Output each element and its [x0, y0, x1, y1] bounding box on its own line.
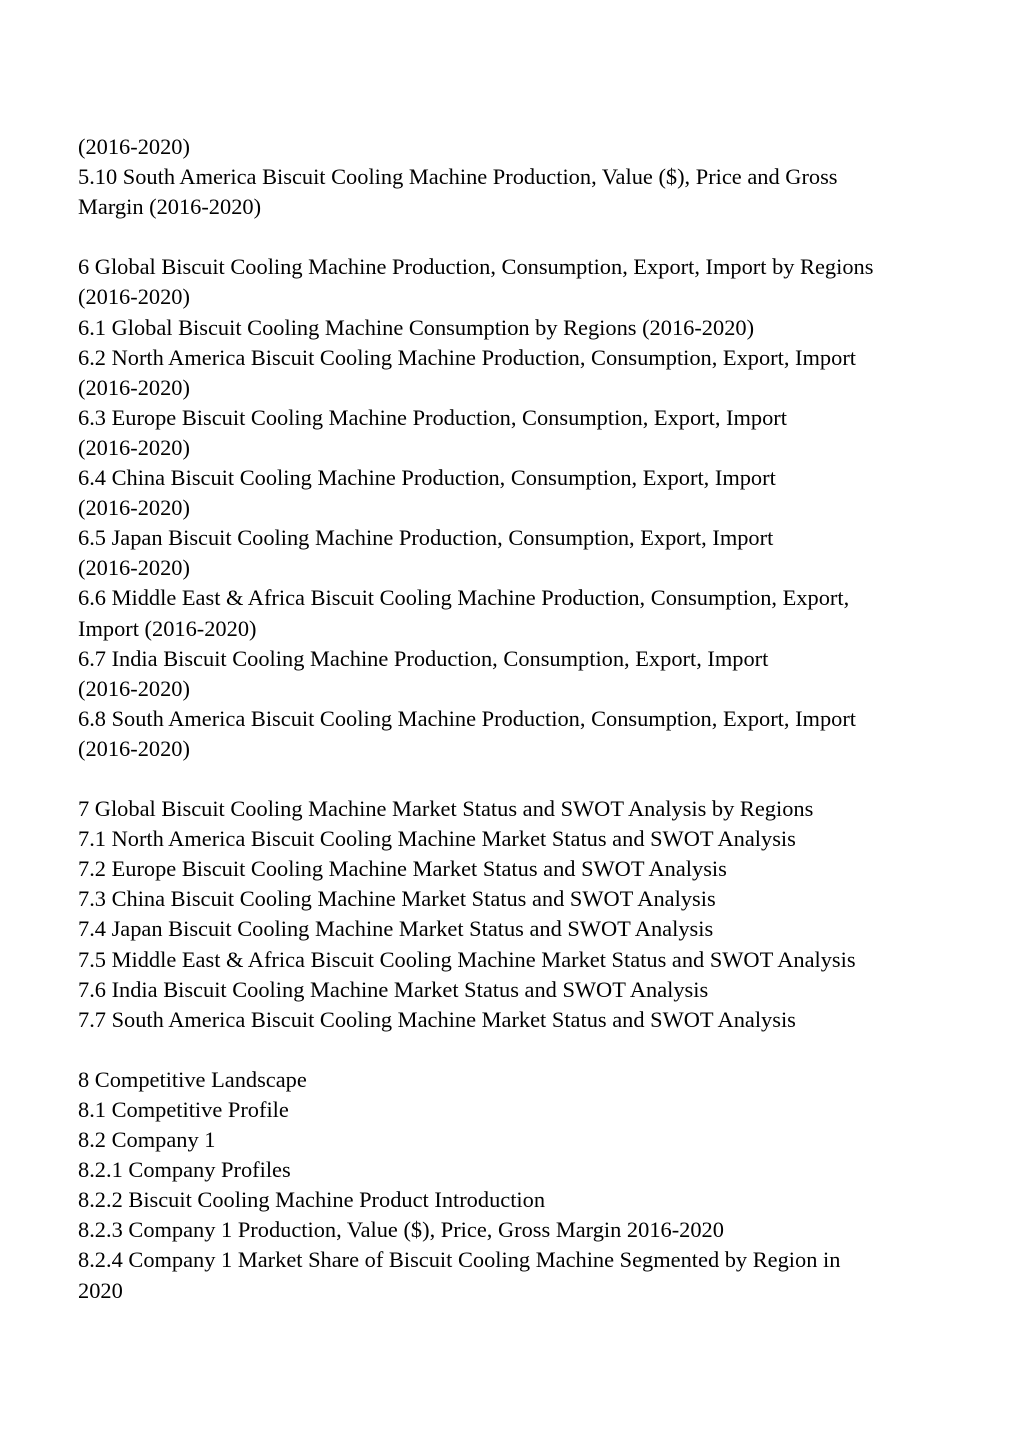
text-line: 2020 [78, 1277, 123, 1303]
toc-entry-7-2: 7.2 Europe Biscuit Cooling Machine Market Status and SWOT Analysis [78, 856, 727, 882]
toc-section-8: 8 Competitive Landscape [78, 1066, 307, 1092]
text-line: (2016-2020) [78, 284, 190, 310]
toc-entry-8-2-1: 8.2.1 Company Profiles [78, 1157, 291, 1183]
blank-line [78, 1035, 958, 1065]
toc-entry-6-7: 6.7 India Biscuit Cooling Machine Production, Consumption, Export, Import [78, 645, 769, 671]
toc-entry-6-1: 6.1 Global Biscuit Cooling Machine Consumption by Regions (2016-2020) [78, 314, 755, 340]
text-line: (2016-2020) [78, 675, 190, 701]
blank-line [78, 222, 958, 252]
toc-entry-6-4: 6.4 China Biscuit Cooling Machine Production, Consumption, Export, Import [78, 465, 776, 491]
toc-entry-6-3: 6.3 Europe Biscuit Cooling Machine Production, Consumption, Export, Import [78, 404, 787, 430]
blank-line [78, 764, 958, 794]
toc-entry-5-10: 5.10 South America Biscuit Cooling Machine Production, Value ($), Price and Gross [78, 164, 838, 190]
toc-entry-7-4: 7.4 Japan Biscuit Cooling Machine Market Status and SWOT Analysis [78, 916, 714, 942]
toc-section-6: 6 Global Biscuit Cooling Machine Production, Consumption, Export, Import by Regions [78, 254, 874, 280]
toc-entry-6-2: 6.2 North America Biscuit Cooling Machine Production, Consumption, Export, Import [78, 344, 856, 370]
toc-section-7: 7 Global Biscuit Cooling Machine Market Status and SWOT Analysis by Regions [78, 796, 814, 822]
toc-entry-7-5: 7.5 Middle East & Africa Biscuit Cooling Machine Market Status and SWOT Analysis [78, 946, 856, 972]
text-line: (2016-2020) [78, 374, 190, 400]
toc-entry-8-1: 8.1 Competitive Profile [78, 1097, 289, 1122]
toc-entry-8-2-3: 8.2.3 Company 1 Production, Value ($), Price, Gross Margin 2016-2020 [78, 1217, 724, 1243]
toc-entry-8-2-4: 8.2.4 Company 1 Market Share of Biscuit Cooling Machine Segmented by Region in [78, 1247, 841, 1273]
toc-entry-7-3: 7.3 China Biscuit Cooling Machine Market Status and SWOT Analysis [78, 886, 716, 912]
text-line: (2016-2020) [78, 495, 190, 521]
text-line: (2016-2020) [78, 735, 190, 761]
text-line: Import (2016-2020) [78, 615, 257, 641]
toc-entry-7-1: 7.1 North America Biscuit Cooling Machine Market Status and SWOT Analysis [78, 826, 796, 852]
toc-entry-8-2-2: 8.2.2 Biscuit Cooling Machine Product Introduction [78, 1187, 546, 1213]
text-line: (2016-2020) [78, 434, 190, 460]
toc-entry-6-5: 6.5 Japan Biscuit Cooling Machine Production, Consumption, Export, Import [78, 525, 774, 551]
toc-entry-8-2: 8.2 Company 1 [78, 1127, 216, 1153]
text-line: (2016-2020) [78, 134, 190, 159]
text-line: Margin (2016-2020) [78, 194, 262, 220]
toc-entry-6-8: 6.8 South America Biscuit Cooling Machine Production, Consumption, Export, Import [78, 705, 857, 731]
toc-entry-6-6: 6.6 Middle East & Africa Biscuit Cooling Machine Production, Consumption, Export, [78, 585, 850, 611]
document-page [78, 132, 958, 1306]
toc-entry-7-7: 7.7 South America Biscuit Cooling Machine Market Status and SWOT Analysis [78, 1006, 796, 1032]
toc-entry-7-6: 7.6 India Biscuit Cooling Machine Market Status and SWOT Analysis [78, 976, 709, 1002]
text-line: (2016-2020) [78, 555, 190, 581]
